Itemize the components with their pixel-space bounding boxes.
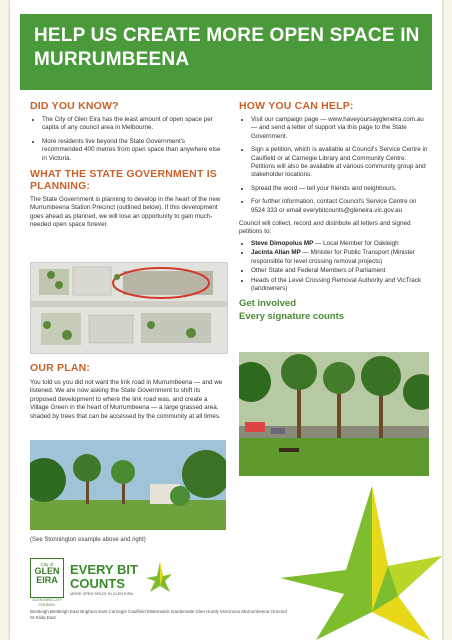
planning-heading: WHAT THE STATE GOVERNMENT IS PLANNING: <box>30 168 218 193</box>
recipient-role: Heads of the Level Crossing Removal Authority and VicTrack (landowners) <box>251 276 422 292</box>
how-you-can-help-list <box>239 116 429 215</box>
star-graphic <box>280 486 442 640</box>
brand-line2: COUNTS <box>70 576 125 591</box>
brand-line1: EVERY BIT <box>70 562 138 577</box>
logo-line1: City of <box>40 562 54 567</box>
recipient-role: Other State and Federal Members of Parliament <box>251 267 386 275</box>
list-item <box>251 240 429 248</box>
list-item <box>251 267 429 275</box>
our-plan-body: You told us you did not want the link road in Murrumbeena — and we listened. We are now asking the State Government to shift its proposed development to where the link road was, and create a Village Green in the heart of Murrumbeena — a large grassed area, shaded by trees that can be accessed by the community at all times. <box>30 379 223 420</box>
park-photo-left <box>30 440 226 530</box>
glen-eira-logo <box>30 558 64 598</box>
right-column <box>239 100 429 323</box>
logo-line2: GLEN <box>34 566 60 576</box>
park-photo-right <box>239 352 429 476</box>
did-you-know-heading: DID YOU KNOW? <box>30 100 119 112</box>
get-involved-heading: Get involved <box>239 298 297 310</box>
planning-body: The State Government is planning to develop in the heart of the new Murrumbeena Station Precinct (outlined below). If this development goes ahead as planned, we will lose an opportunity to gain much-needed open space forever. <box>30 196 221 229</box>
list-item: • Spread the word — tell your friends and neighbours. <box>251 185 429 193</box>
list-item <box>251 249 429 266</box>
header-banner <box>20 14 432 90</box>
recipient-role: — Minister for Public Transport (Minister responsible for level crossing removal projects) <box>251 249 415 265</box>
petitions-intro: Council will collect, record and distribute all letters and signed petitions to: <box>239 220 411 236</box>
list-item: • The City of Glen Eira has the least amount of open space per capita of any council area in Melbourne. <box>42 116 226 133</box>
every-bit-counts-logo <box>70 563 138 596</box>
our-plan-section <box>30 362 226 421</box>
recipient-name: Jacinta Allan MP <box>251 249 301 257</box>
how-you-can-help-heading: HOW YOU CAN HELP: <box>239 100 354 112</box>
recipient-name: Steve Dimopolus MP <box>251 239 314 247</box>
list-item: • More residents live beyond the State Government's recommended 400 metres from open space than anywhere else in Victoria. <box>42 138 226 163</box>
list-item: • For further information, contact Council's Service Centre on 9524 333 or email everybitcounts@gleneira.vic.gov.au <box>251 198 429 215</box>
list-item <box>251 277 429 294</box>
photo-caption: (See Stonnington example above and right) <box>30 537 146 543</box>
list-item: • Sign a petition, which is available at Council's Service Centre in Caulfield or at Carnegie Library and Community Centre. Petitions will also be available at various community group and stakeholder locations. <box>251 146 429 180</box>
suburbs-footer: Bentleigh Bentleigh East Brighton East Carnegie Caulfield Elsternwick Gardenvale Glen Huntly McKinnon Murrumbeena Ormond St Kilda East <box>30 609 287 620</box>
did-you-know-list <box>30 116 226 163</box>
our-plan-heading: OUR PLAN: <box>30 362 91 374</box>
brand-star-icon <box>146 562 172 592</box>
every-signature-counts-heading: Every signature counts <box>239 311 345 323</box>
page-title: HELP US CREATE MORE OPEN SPACE IN MURRUMBEENA <box>34 25 420 70</box>
left-column <box>30 100 226 230</box>
logo-subtext: GLEN EIRA CITY COUNCIL <box>32 598 62 607</box>
petitions-list <box>239 240 429 293</box>
precinct-map-image <box>30 262 228 354</box>
logo-line3: EIRA <box>36 575 58 585</box>
recipient-role: — Local Member for Oakleigh <box>313 239 399 247</box>
flyer-page <box>10 0 442 640</box>
list-item: • Visit our campaign page — www.haveyoursayglenelra.com.au — and send a letter of support via this page to the State Government. <box>251 116 429 141</box>
brand-sub: MORE OPEN SPACE IN GLEN EIRA <box>70 592 134 596</box>
